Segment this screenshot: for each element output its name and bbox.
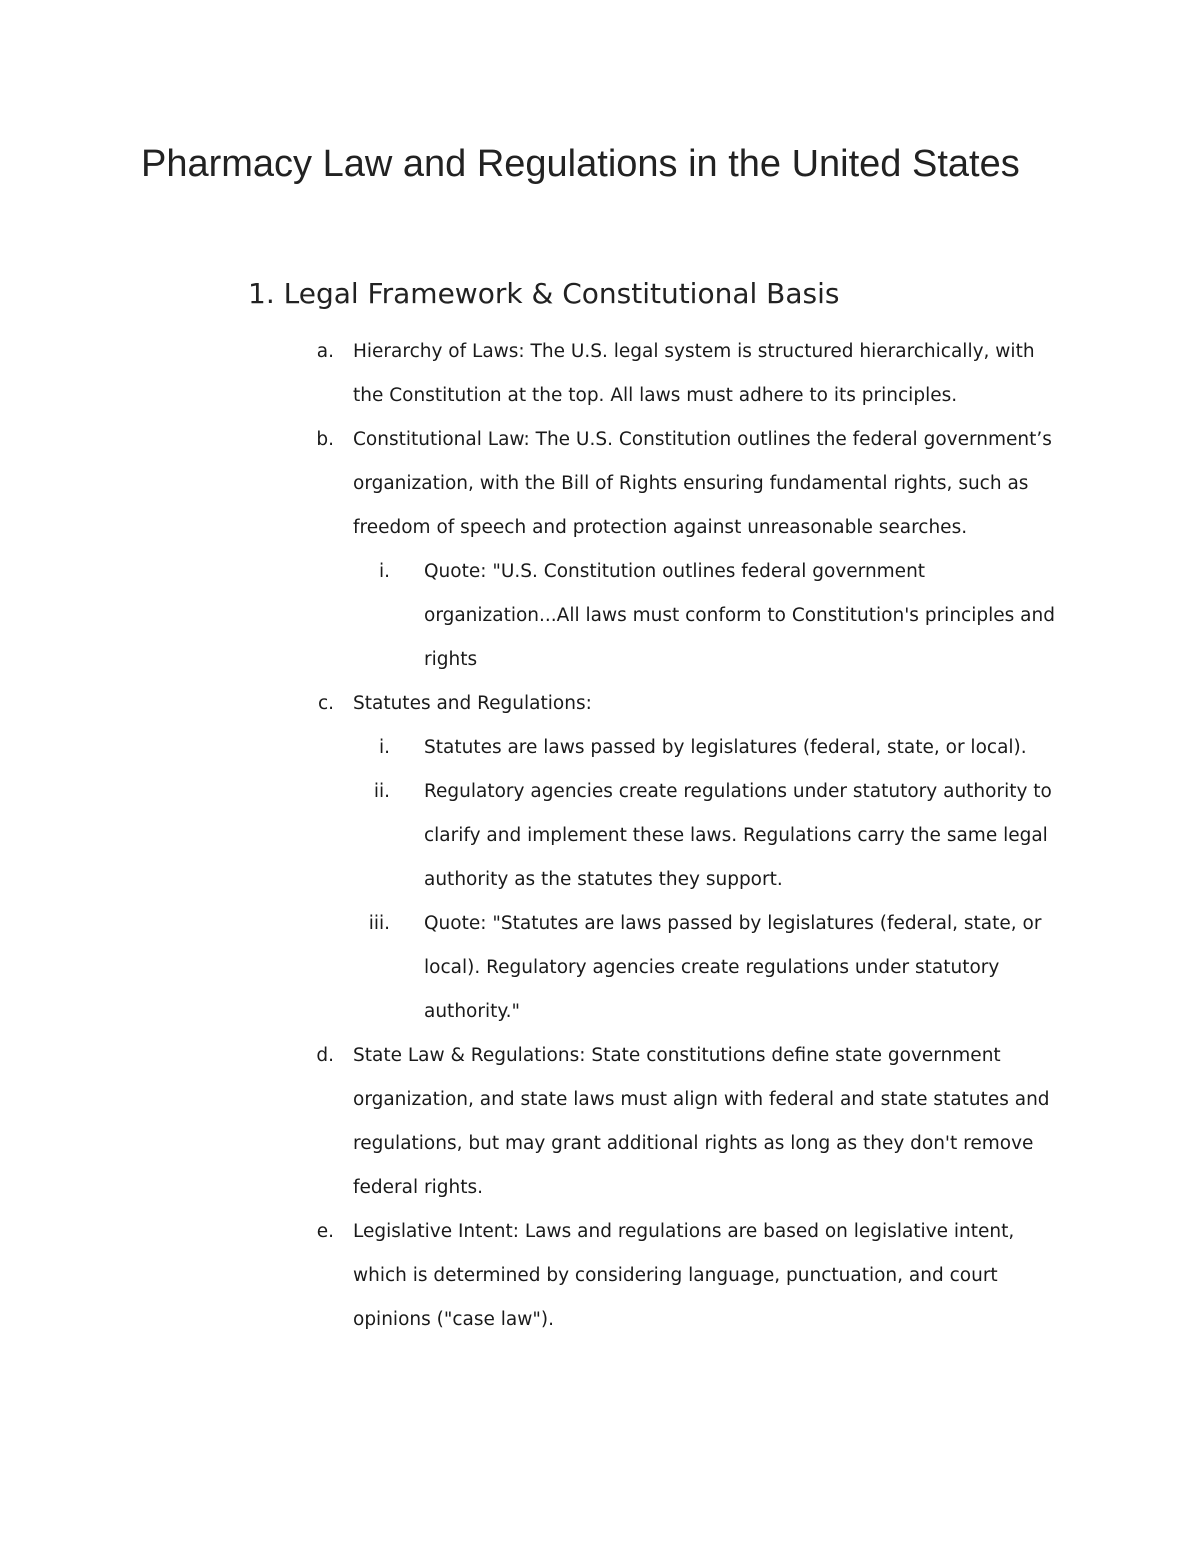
list-item-text: Legislative Intent: Laws and regulations are based on legislative intent, which is determined by considering language, punctuation, and court opinions ("case law"). [353, 1221, 1015, 1330]
document-title: Pharmacy Law and Regulations in the United States [141, 143, 1020, 185]
list-item-a [0, 330, 1061, 418]
list-marker: c. [317, 693, 334, 714]
list-item-text: State Law & Regulations: State constitutions define state government organization, and state laws must align with federal and state statutes and regulations, but may grant additional rights as long as they don't remove federal rights. [353, 1045, 1050, 1198]
list-item-text: Statutes and Regulations: [353, 693, 592, 714]
sub-list-marker: iii. [368, 913, 390, 934]
sub-item-c-i [0, 726, 1064, 770]
list-item-text: Constitutional Law: The U.S. Constitution outlines the federal government’s organization, with the Bill of Rights ensuring fundamental rights, such as freedom of speech and protection against unreasonable searches. [353, 429, 1052, 538]
list-item-d [0, 1034, 1061, 1210]
section-heading: 1. Legal Framework & Constitutional Basis [248, 277, 840, 310]
list-item-c [0, 682, 1061, 726]
sub-item-text: Quote: "U.S. Constitution outlines federal government organization...All laws must conform to Constitution's principles and rights [424, 561, 1055, 670]
sub-item-text: Quote: "Statutes are laws passed by legislatures (federal, state, or local). Regulatory agencies create regulations under statutory authority." [424, 913, 1042, 1022]
list-marker: e. [316, 1221, 334, 1242]
list-marker: b. [316, 429, 334, 450]
list-item-text: Hierarchy of Laws: The U.S. legal system is structured hierarchically, with the Constitution at the top. All laws must adhere to its principles. [353, 341, 1035, 406]
list-item-b [0, 418, 1061, 550]
list-item-e [0, 1210, 1061, 1342]
sub-item-c-iii [0, 902, 1064, 1034]
sub-list-marker: ii. [373, 781, 390, 802]
sub-list-marker: i. [378, 561, 390, 582]
sub-item-text: Regulatory agencies create regulations under statutory authority to clarify and implement these laws. Regulations carry the same legal authority as the statutes they support. [424, 781, 1052, 890]
list-marker: a. [316, 341, 334, 362]
sub-item-c-ii [0, 770, 1064, 902]
sub-item-text: Statutes are laws passed by legislatures (federal, state, or local). [424, 737, 1027, 758]
section-outline [0, 330, 1200, 1342]
list-marker: d. [316, 1045, 334, 1066]
sub-list-marker: i. [378, 737, 390, 758]
sub-item-b-i [0, 550, 1064, 682]
